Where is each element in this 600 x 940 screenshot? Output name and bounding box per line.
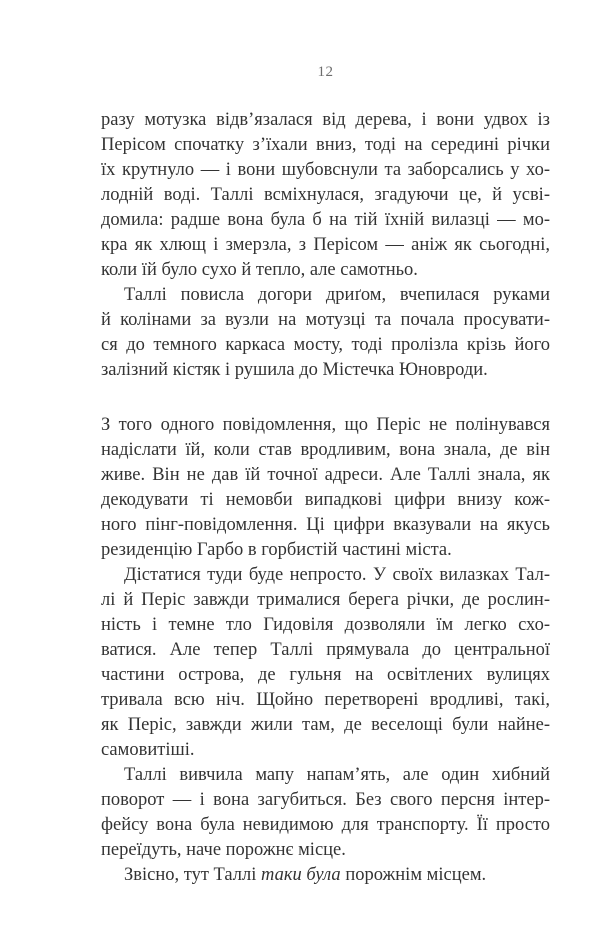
text-line: кра як хлющ і змерзла, з Перісом — аніж як сьогодні, [101, 235, 550, 255]
text-line: залізний кістяк і рушила до Містечка Юновроди. [101, 360, 488, 380]
text-segment: Звісно, тут Таллі [124, 865, 261, 885]
text-line: фейсу вона була невидимою для транспорту. Її просто [101, 815, 550, 835]
text-line: домила: радше вона була б на тій їхній вилазці — мо- [101, 210, 550, 230]
text-block [101, 108, 550, 888]
text-segment: порожнім місцем. [340, 865, 487, 885]
text-line: частини острова, де гульня на освітлених вулицях [101, 665, 550, 685]
text-line: ність і темне тло Гидовіля дозволяли їм легко схо- [101, 615, 550, 635]
section [101, 413, 550, 888]
text-line: їх крутнуло — і вони шубовснули та заборсались у хо- [101, 160, 550, 180]
text-line: надіслати їй, коли став вродливим, вона знала, де він [101, 440, 550, 460]
text-line: Таллі вивчила мапу напам’ять, але один хибний [124, 765, 550, 785]
page-number: 12 [317, 64, 334, 80]
text-line: разу мотузка відв’язалася від дерева, і вони удвох із [101, 110, 550, 130]
text-line: як Періс, завжди жили там, де веселощі були найне- [101, 715, 550, 735]
text-line: тривала всю ніч. Щойно перетворені вродливі, такі, [101, 690, 550, 710]
text-line: З того одного повідомлення, що Періс не полінувався [101, 415, 550, 435]
text-line: поворот — і вона загубиться. Без свого персня інтер- [101, 790, 550, 810]
text-line: Дістатися туди буде непросто. У своїх вилазках Тал- [124, 565, 550, 585]
text-line: ного пінг-повідомлення. Ці цифри вказували на якусь [101, 515, 550, 535]
text-line: лі й Періс завжди трималися берега річки, де рослин- [101, 590, 550, 610]
text-line: коли їй було сухо й тепло, але самотньо. [101, 260, 418, 280]
text-line: й колінами за вузли на мотузці та почала просувати- [101, 310, 550, 330]
text-line: Таллі повисла догори дриґом, вчепилася руками [124, 285, 550, 305]
text-line: переїдуть, наче порожнє місце. [101, 840, 346, 860]
section [101, 108, 550, 383]
text-line: лодній воді. Таллі всміхнулася, згадуючи це, й усві- [101, 185, 550, 205]
text-line: декодувати ті немовби випадкові цифри внизу кож- [101, 490, 550, 510]
text-line: ся до темного каркаса мосту, тоді пролізла крізь його [101, 335, 550, 355]
text-line: резиденцію Гарбо в горбистій частині міста. [101, 540, 452, 560]
text-line: живе. Він не дав їй точної адреси. Але Таллі знала, як [101, 465, 550, 485]
italic-text: таки була [261, 865, 341, 885]
text-line: Перісом спочатку з’їхали вниз, тоді на середині річки [101, 135, 550, 155]
text-line: самовитіші. [101, 740, 195, 760]
text-line: ватися. Але тепер Таллі прямувала до центральної [101, 640, 550, 660]
text-line [101, 863, 550, 888]
